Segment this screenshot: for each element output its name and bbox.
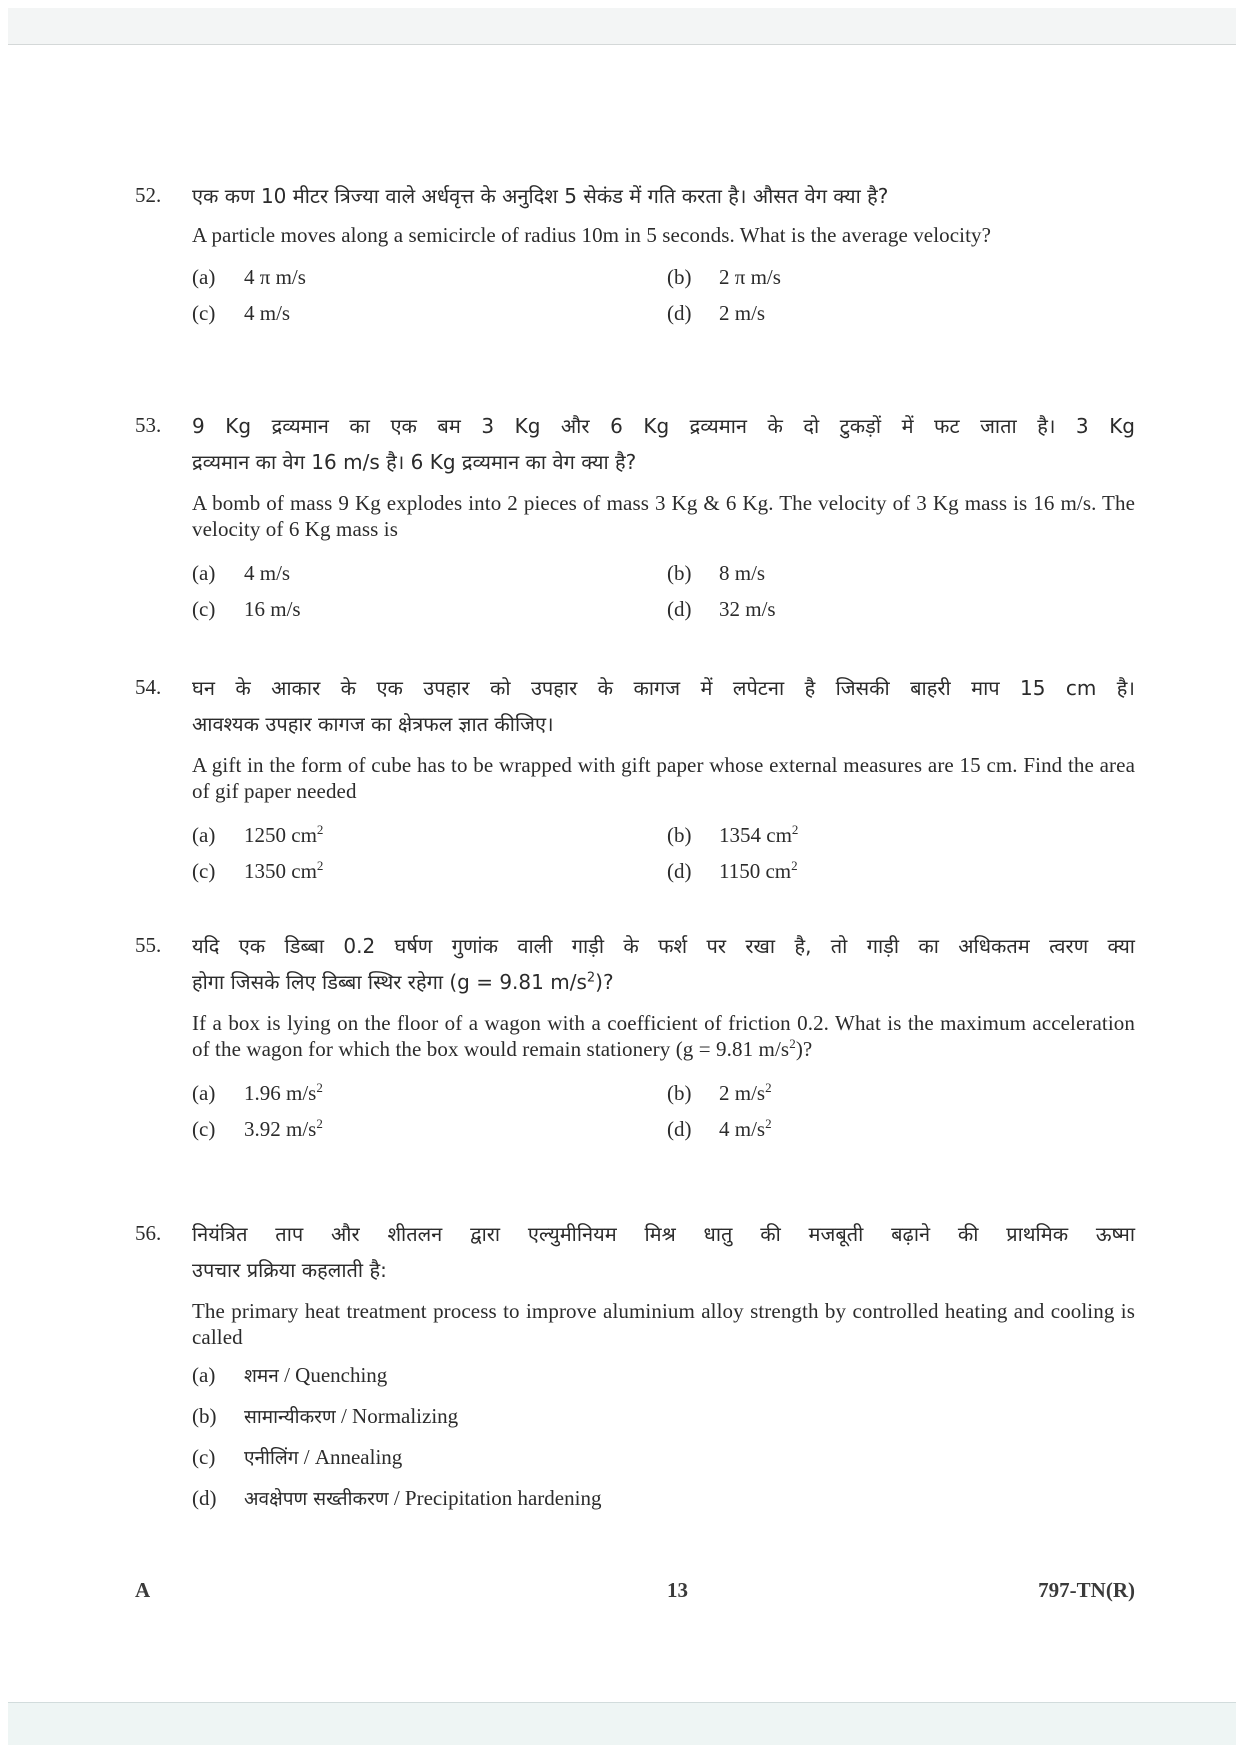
question-text-english: A gift in the form of cube has to be wrapped with gift paper whose external measures are 15 cm. Find the area of gif paper needed: [192, 753, 1135, 803]
option-b[interactable]: [667, 264, 1137, 290]
question-body: [192, 408, 1135, 622]
option-b[interactable]: [667, 560, 1137, 586]
question-number: 54.: [135, 675, 162, 699]
option-c[interactable]: [192, 1444, 1135, 1471]
option-label: (c): [192, 301, 216, 325]
option-text: 16 m/s: [244, 597, 301, 621]
question-body: [192, 178, 1135, 326]
question-text-hindi-line2: उपचार प्रक्रिया कहलाती है:: [192, 1258, 387, 1282]
option-label: (a): [192, 1081, 216, 1105]
option-text: 2 m/s: [719, 301, 766, 325]
option-text: 4 m/s: [244, 561, 291, 585]
option-label: (a): [192, 265, 216, 289]
option-label: (a): [192, 1363, 216, 1387]
question-text-hindi-line1: 9 Kg द्रव्यमान का एक बम 3 Kg और 6 Kg द्रव्यमान के दो टुकड़ों में फट जाता है। 3 Kg: [192, 414, 1135, 438]
question-text-hindi-line2: होगा जिसके लिए डिब्बा स्थिर रहेगा (g = 9.81 $m/s^2$)?: [192, 970, 614, 994]
option-label: (b): [667, 265, 692, 289]
option-text: 1350 $cm^2$: [244, 858, 324, 883]
option-b[interactable]: [667, 1080, 1137, 1106]
page-number: 13: [667, 1578, 688, 1602]
option-label: (d): [192, 1486, 217, 1510]
option-text: 4 $m/s^2$: [719, 1116, 772, 1141]
option-label: (d): [667, 1117, 692, 1141]
option-text: 32 m/s: [719, 597, 776, 621]
options-list: [192, 1362, 1135, 1512]
option-text: अवक्षेपण सख्तीकरण / Precipitation hardening: [244, 1486, 602, 1510]
option-label: (c): [192, 859, 216, 883]
scan-edge-top: [8, 8, 1236, 45]
question-number: 56.: [135, 1221, 162, 1245]
options-grid: [192, 822, 1135, 884]
question-number: 52.: [135, 183, 162, 207]
option-d[interactable]: [192, 1485, 1135, 1512]
option-text: सामान्यीकरण / Normalizing: [244, 1404, 459, 1428]
question-text-hindi: एक कण 10 मीटर त्रिज्या वाले अर्धवृत्त के अनुदिश 5 सेकंड में गति करता है। औसत वेग क्या है?: [192, 184, 889, 208]
option-b[interactable]: [192, 1403, 1135, 1430]
paper-code: 797-TN(R): [1038, 1578, 1135, 1602]
question-text-english: The primary heat treatment process to improve aluminium alloy strength by controlled heating and cooling is called: [192, 1299, 1135, 1349]
series-code: A: [135, 1578, 151, 1602]
question-text-hindi-line2: द्रव्यमान का वेग 16 m/s है। 6 Kg द्रव्यमान का वेग क्या है?: [192, 450, 637, 474]
options-grid: [192, 264, 1135, 326]
option-text: 4 π m/s: [244, 265, 306, 289]
question-text-hindi-line2: आवश्यक उपहार कागज का क्षेत्रफल ज्ञात कीजिए।: [192, 712, 554, 736]
question-text-english: A particle moves along a semicircle of radius 10m in 5 seconds. What is the average velocity?: [192, 223, 992, 247]
option-text: 1250 $cm^2$: [244, 822, 324, 847]
question-text-hindi-line1: यदि एक डिब्बा 0.2 घर्षण गुणांक वाली गाड़ी के फर्श पर रखा है, तो गाड़ी का अधिकतम त्वरण क्या: [192, 934, 1135, 958]
question-text-hindi-line1: नियंत्रित ताप और शीतलन द्वारा एल्युमीनियम मिश्र धातु की मजबूती बढ़ाने की प्राथमिक ऊष्मा: [192, 1222, 1135, 1246]
scan-edge-bottom: [8, 1702, 1236, 1745]
option-text: 8 m/s: [719, 561, 766, 585]
option-c[interactable]: [192, 596, 667, 622]
option-label: (d): [667, 301, 692, 325]
option-c[interactable]: [192, 858, 667, 884]
options-grid: [192, 1080, 1135, 1142]
option-c[interactable]: [192, 1116, 667, 1142]
question-body: [192, 1216, 1135, 1512]
option-a[interactable]: [192, 1362, 1135, 1389]
option-a[interactable]: [192, 560, 667, 586]
option-label: (d): [667, 859, 692, 883]
option-label: (c): [192, 1445, 216, 1469]
option-label: (b): [192, 1404, 217, 1428]
option-label: (a): [192, 823, 216, 847]
option-label: (c): [192, 1117, 216, 1141]
option-text: 2 π m/s: [719, 265, 781, 289]
option-label: (b): [667, 1081, 692, 1105]
option-a[interactable]: [192, 822, 667, 848]
question-number: 53.: [135, 413, 162, 437]
option-text: एनीलिंग / Annealing: [244, 1445, 403, 1469]
option-d[interactable]: [667, 858, 1137, 884]
option-c[interactable]: [192, 300, 667, 326]
question-body: [192, 928, 1135, 1142]
option-d[interactable]: [667, 1116, 1137, 1142]
question-number: 55.: [135, 933, 162, 957]
question-body: [192, 670, 1135, 884]
option-label: (c): [192, 597, 216, 621]
option-a[interactable]: [192, 264, 667, 290]
option-text: 1150 $cm^2$: [719, 858, 798, 883]
option-label: (b): [667, 561, 692, 585]
page-footer: [135, 1578, 1135, 1608]
option-text: 1.96 $m/s^2$: [244, 1080, 323, 1105]
option-text: 3.92 $m/s^2$: [244, 1116, 323, 1141]
option-text: 2 $m/s^2$: [719, 1080, 772, 1105]
option-text: 1354 $cm^2$: [719, 822, 799, 847]
option-b[interactable]: [667, 822, 1137, 848]
question-text-english: A bomb of mass 9 Kg explodes into 2 pieces of mass 3 Kg & 6 Kg. The velocity of 3 Kg mass is 16 m/s. The velocity of 6 Kg mass is: [192, 491, 1135, 541]
option-a[interactable]: [192, 1080, 667, 1106]
option-label: (b): [667, 823, 692, 847]
options-grid: [192, 560, 1135, 622]
option-d[interactable]: [667, 596, 1137, 622]
option-d[interactable]: [667, 300, 1137, 326]
option-label: (a): [192, 561, 216, 585]
option-label: (d): [667, 597, 692, 621]
question-text-hindi-line1: घन के आकार के एक उपहार को उपहार के कागज में लपेटना है जिसकी बाहरी माप 15 cm है।: [192, 676, 1135, 700]
option-text: शमन / Quenching: [244, 1363, 388, 1387]
question-text-english: If a box is lying on the floor of a wagon with a coefficient of friction 0.2. What is the maximum acceleration of the wagon for which the box would remain stationery (g = 9.81 $m/s^2$)?: [192, 1011, 1135, 1061]
option-text: 4 m/s: [244, 301, 291, 325]
